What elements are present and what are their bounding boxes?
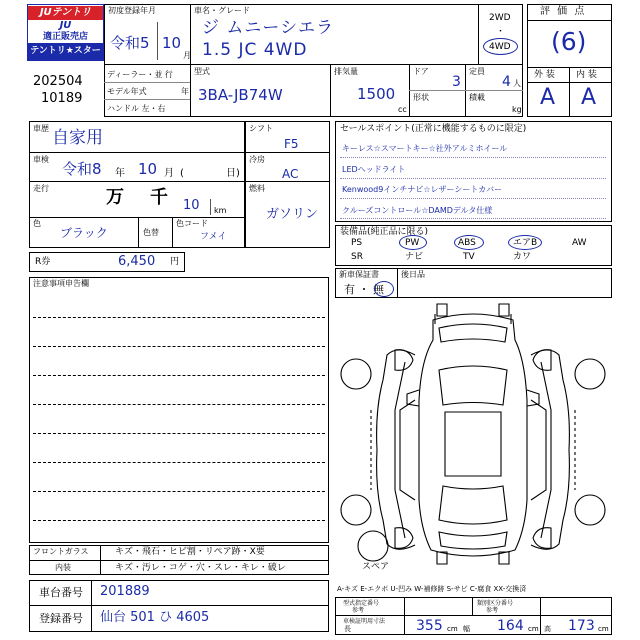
aircon-value: AC xyxy=(282,167,299,181)
inspection-month-unit: 月 xyxy=(164,168,174,179)
drive-dot: ・ xyxy=(496,27,506,37)
front-glass-value: キズ・飛石・ヒビ割・リペア跡・X要 xyxy=(115,547,265,557)
sales-point-item: Kenwood9インチナビ☆レザーシートカバー xyxy=(342,185,503,194)
reg-month-unit: 月 xyxy=(183,51,191,60)
sales-point-item: LEDヘッドライト xyxy=(342,165,406,174)
reg-date-label: 初度登録年月 xyxy=(108,6,156,15)
shape-label: 形状 xyxy=(413,93,429,102)
logo-line1: JUテントリ xyxy=(28,6,103,20)
warranty-label: 新車保証書 xyxy=(339,270,379,279)
capacity-value: 4 xyxy=(502,74,511,90)
equip-navi: ナビ xyxy=(405,252,424,262)
capacity-label: 定員 xyxy=(469,67,485,76)
equip-airbag-circle xyxy=(508,235,542,250)
logo-line4: テントリ★スター xyxy=(28,43,103,60)
car-damage-diagram xyxy=(335,300,612,580)
fuel-label: 燃料 xyxy=(249,184,265,193)
recycle-value: 6,450 xyxy=(118,254,156,269)
length-label: 長 xyxy=(344,625,351,633)
equipment-title: 装備品(純正品に限る) xyxy=(340,227,429,237)
height-label: 高 xyxy=(544,625,551,633)
car-name-label: 車名・グレード xyxy=(194,6,250,15)
plate-label: 登録番号 xyxy=(39,612,83,625)
model-year-unit: 年 xyxy=(181,87,189,96)
type-value: 3BA-JB74W xyxy=(198,86,283,104)
fuel-value: ガソリン xyxy=(266,207,319,222)
length-unit: cm xyxy=(447,625,458,633)
equip-leather: カワ xyxy=(513,252,532,262)
load-label: 積載 xyxy=(469,93,485,102)
mileage-man: 万 xyxy=(106,187,124,208)
mileage-sen: 千 xyxy=(150,187,168,208)
warranty-value: 有 ・ 無 xyxy=(344,283,384,296)
sales-points-title: セールスポイント(正常に機能するものに限定) xyxy=(340,124,527,134)
front-glass-label: フロントガラス xyxy=(33,547,89,556)
shift-label: シフト xyxy=(249,124,273,133)
sales-point-item: クルーズコントロール☆DAMDデルタ仕様 xyxy=(342,206,493,215)
equip-pw-circle xyxy=(399,235,427,250)
logo-line3: 適正販売店 xyxy=(42,32,88,42)
equip-ps: PS xyxy=(351,238,363,248)
recycle-unit: 円 xyxy=(170,257,180,267)
type-label: 型式 xyxy=(194,67,210,76)
plate-value: 仙台 501 ひ 4605 xyxy=(100,610,210,625)
chassis-value: 201889 xyxy=(100,584,150,599)
interior-label: 内 装 xyxy=(576,70,597,80)
width-unit: cm xyxy=(528,625,539,633)
inspection-era: 令和8 xyxy=(62,160,102,178)
sheet-id-line1: 202504 xyxy=(33,74,83,89)
load-unit: kg xyxy=(512,105,522,114)
interior-grade: A xyxy=(581,85,597,110)
car-name-line1: ジ ムニーシエラ xyxy=(202,18,335,38)
category-value: 自家用 xyxy=(52,128,103,148)
interior-cond-label: 内装 xyxy=(55,563,71,572)
equip-sr: SR xyxy=(351,252,363,262)
rating-label: 評 価 点 xyxy=(540,6,587,17)
category-label: 車歴 xyxy=(33,124,49,133)
recycle-block xyxy=(29,252,185,272)
exterior-grade: A xyxy=(540,85,556,110)
mileage-unit: km xyxy=(214,206,227,215)
inspection-label: 車検 xyxy=(33,155,49,164)
equip-aw: AW xyxy=(572,238,587,248)
logo-line2: JU xyxy=(59,20,72,31)
color-value: ブラック xyxy=(60,226,108,240)
equip-pw: PW xyxy=(405,238,420,248)
displacement-label: 排気量 xyxy=(334,67,358,76)
dealer-label: ディーラー・並 行 xyxy=(107,70,173,79)
model-year-label: モデル年式 xyxy=(107,87,147,96)
damage-legend: A-キズ E-エクボ U-凹み W-補修跡 S-サビ C-腐食 XX-交換済 xyxy=(337,585,527,593)
class-number-ref: 参考 xyxy=(486,607,499,614)
doors-label: ドア xyxy=(413,67,429,76)
color-label: 色 xyxy=(33,219,41,228)
equip-airbag: エアB xyxy=(513,238,538,248)
color-code-value: フメイ xyxy=(200,232,227,242)
mileage-label: 走行 xyxy=(33,184,49,193)
exterior-label: 外 装 xyxy=(534,70,555,80)
aircon-label: 冷房 xyxy=(249,155,265,164)
reg-date-era: 令和5 xyxy=(110,34,150,52)
car-name-line2: 1.5 JC 4WD xyxy=(202,40,308,60)
sheet-id-line2: 10189 xyxy=(41,91,83,106)
sales-point-item: キーレス☆スマートキー☆社外アルミホイール xyxy=(342,144,508,153)
inspection-day-unit: 日) xyxy=(226,168,240,179)
type-number-label: 型式指定番号 xyxy=(343,600,380,607)
mileage-value: 10 xyxy=(183,198,200,213)
equip-abs-circle xyxy=(454,235,484,250)
displacement-unit: cc xyxy=(398,105,407,114)
type-number-ref: 参考 xyxy=(352,607,365,614)
height-unit: cm xyxy=(598,625,609,633)
capacity-unit: 人 xyxy=(513,79,521,88)
drive-2wd: 2WD xyxy=(489,13,511,23)
color-code-label: 色コード xyxy=(176,219,208,228)
chassis-label: 車台番号 xyxy=(39,586,83,599)
drive-4wd: 4WD xyxy=(489,42,511,52)
width-value: 164 xyxy=(497,618,524,634)
inspection-month: 10 xyxy=(138,160,158,178)
notes-title: 注意事項申告欄 xyxy=(33,279,89,288)
width-label: 幅 xyxy=(463,625,470,633)
handle-label: ハンドル 左・右 xyxy=(107,104,166,113)
inspection-paren: ( xyxy=(180,168,184,179)
doors-value: 3 xyxy=(452,74,461,90)
displacement-value: 1500 xyxy=(357,85,396,103)
warranty-no-circle xyxy=(374,281,394,297)
equip-abs: ABS xyxy=(458,238,476,248)
rating-value: (6) xyxy=(551,27,587,56)
dealer-logo xyxy=(27,4,104,61)
equip-tv: TV xyxy=(463,252,475,262)
spare-tire-label: スペア xyxy=(362,562,390,572)
reg-date-month: 10 xyxy=(162,34,182,52)
shift-value: F5 xyxy=(284,137,299,151)
drive-4wd-circle xyxy=(483,38,518,55)
color-change-label: 色替 xyxy=(143,228,159,237)
inspection-year-unit: 年 xyxy=(115,168,125,179)
recorder-label: 後日品 xyxy=(401,270,425,279)
length-value: 355 xyxy=(416,618,443,634)
class-number-label: 類別区分番号 xyxy=(477,600,514,607)
cert-dims-label: 車検証明用寸法 xyxy=(343,618,386,625)
height-value: 173 xyxy=(568,618,595,634)
recycle-label: R券 xyxy=(35,257,51,267)
interior-cond-value: キズ・汚レ・コゲ・穴・スレ・キレ・破レ xyxy=(115,563,286,573)
